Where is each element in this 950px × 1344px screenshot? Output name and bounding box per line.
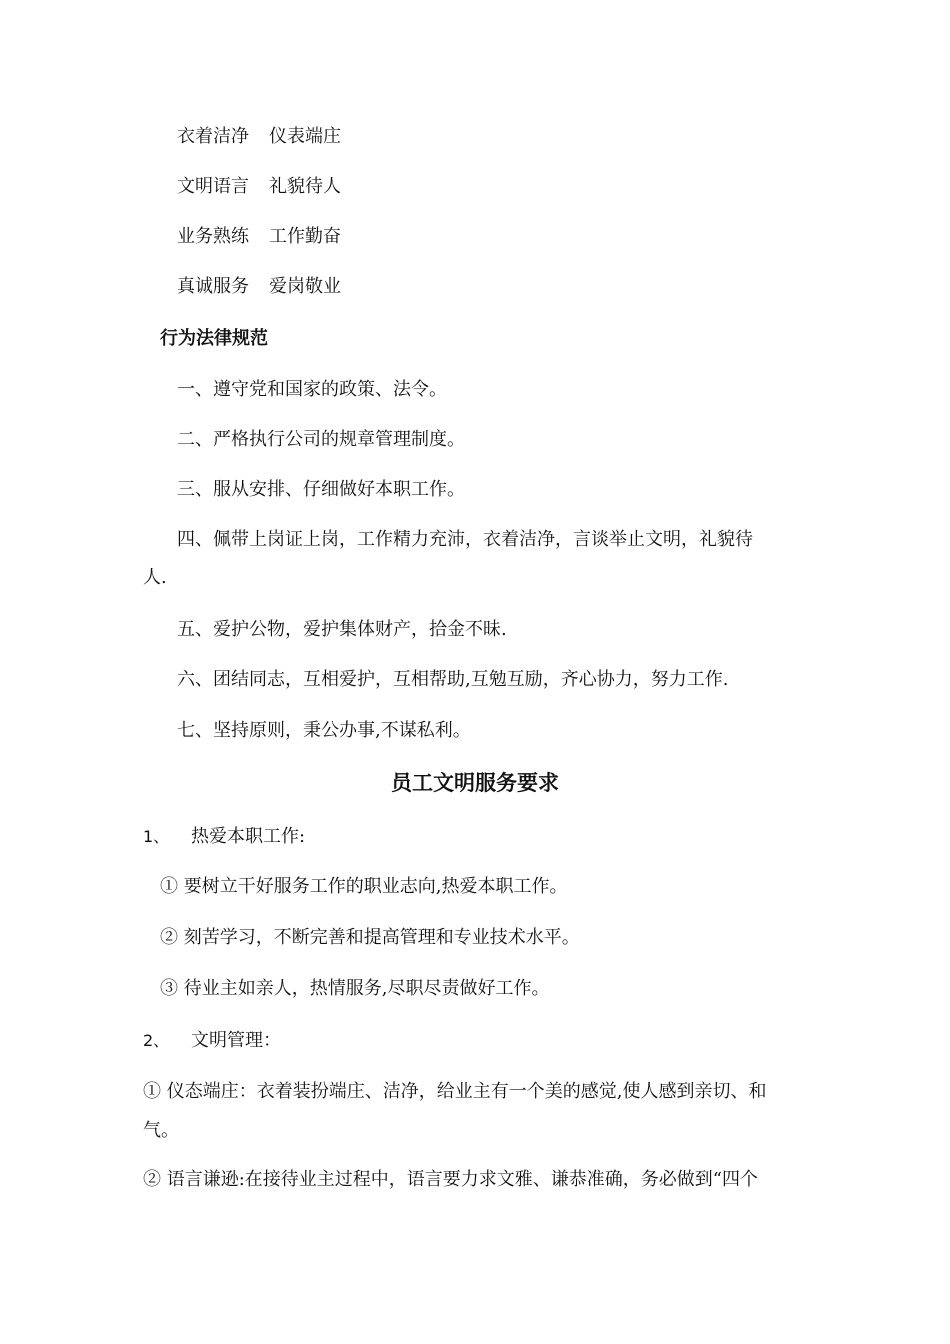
motto-line — [177, 224, 341, 250]
motto-line — [177, 174, 341, 200]
motto-line — [177, 274, 341, 300]
rule-item: 六、团结同志，互相爱护，互相帮助,互勉互励，齐心协力，努力工作. — [177, 669, 729, 690]
motto-phrase: 工作勤奋 — [269, 226, 341, 247]
subsection-label: 文明管理： — [191, 1030, 281, 1051]
requirement-item: ① 仪态端庄：衣着装扮端庄、洁净，给业主有一个美的感觉,使人感到亲切、和 — [143, 1081, 767, 1102]
motto-phrase: 真诚服务 — [177, 276, 249, 297]
subsection-label: 热爱本职工作: — [191, 826, 306, 847]
rules-heading: 行为法律规范 — [160, 328, 268, 349]
requirement-item: ① 要树立干好服务工作的职业志向,热爱本职工作。 — [160, 876, 568, 897]
requirement-item: ② 刻苦学习，不断完善和提高管理和专业技术水平。 — [160, 927, 580, 948]
motto-phrase: 衣着洁净 — [177, 126, 249, 147]
motto-phrase: 仪表端庄 — [269, 126, 341, 147]
subsection-number: 1、 — [143, 827, 170, 846]
motto-phrase: 文明语言 — [177, 176, 249, 197]
requirement-item: ② 语言谦逊:在接待业主过程中，语言要力求文雅、谦恭准确，务必做到“四个 — [143, 1169, 758, 1190]
subsection-number: 2、 — [143, 1031, 170, 1050]
rule-item-continuation: 人. — [143, 567, 167, 588]
rule-item: 七、坚持原则，秉公办事,不谋私利。 — [177, 720, 471, 741]
subsection-heading — [143, 824, 305, 850]
motto-phrase: 业务熟练 — [177, 226, 249, 247]
rule-item: 四、佩带上岗证上岗，工作精力充沛，衣着洁净，言谈举止文明，礼貌待 — [177, 529, 753, 550]
rule-item: 二、严格执行公司的规章管理制度。 — [177, 429, 465, 450]
motto-phrase: 礼貌待人 — [269, 176, 341, 197]
requirement-item-continuation: 气。 — [143, 1120, 179, 1141]
rule-item: 三、服从安排、仔细做好本职工作。 — [177, 479, 465, 500]
motto-line — [177, 124, 341, 150]
motto-phrase: 爱岗敬业 — [269, 276, 341, 297]
rule-item: 一、遵守党和国家的政策、法令。 — [177, 379, 447, 400]
requirement-item: ③ 待业主如亲人，热情服务,尽职尽责做好工作。 — [160, 978, 550, 999]
section-title: 员工文明服务要求 — [391, 771, 559, 795]
subsection-heading — [143, 1028, 281, 1054]
rule-item: 五、爱护公物，爱护集体财产，拾金不昧. — [177, 619, 507, 640]
